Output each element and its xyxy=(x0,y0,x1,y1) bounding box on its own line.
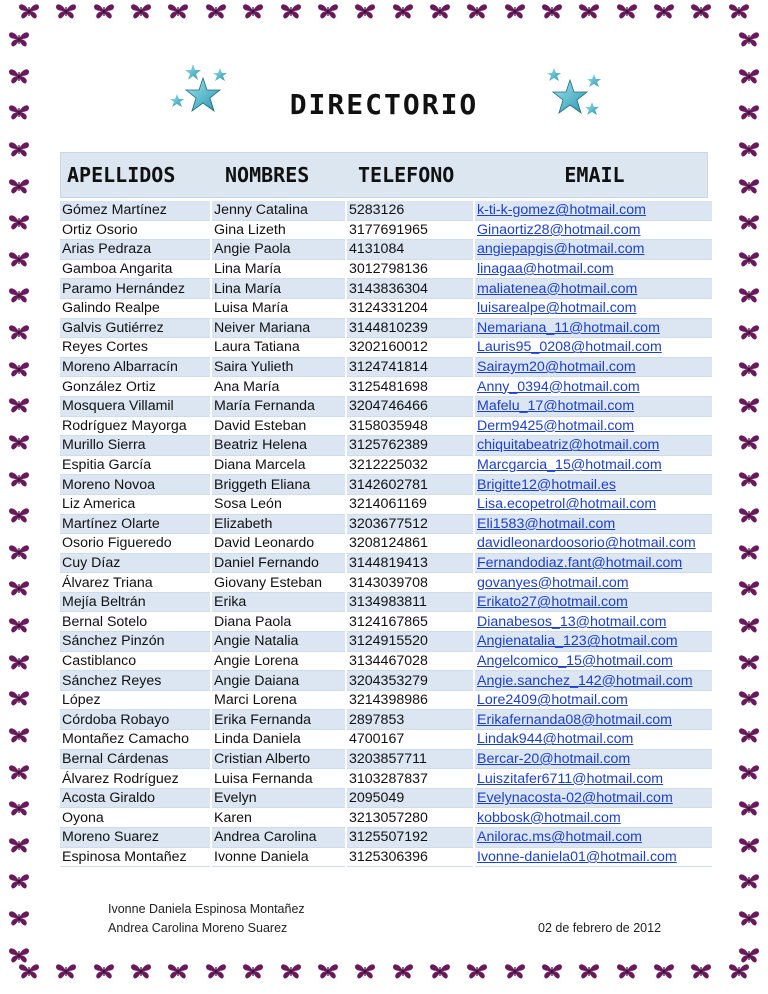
butterfly-icon xyxy=(242,962,264,980)
email-link[interactable]: Mafelu_17@hotmail.com xyxy=(474,396,712,416)
cell-nombres: Luisa María xyxy=(211,298,346,318)
butterfly-icon xyxy=(8,836,30,854)
email-link[interactable]: Lauris95_0208@hotmail.com xyxy=(474,338,712,358)
cell-telefono: 3125507192 xyxy=(346,828,474,848)
cell-nombres: Diana Paola xyxy=(211,612,346,632)
butterfly-icon xyxy=(728,2,750,20)
cell-apellidos: Gómez Martínez xyxy=(60,201,211,220)
cell-apellidos: González Ortiz xyxy=(60,377,211,397)
cell-nombres: María Fernanda xyxy=(211,396,346,416)
email-link[interactable]: Lisa.ecopetrol@hotmail.com xyxy=(474,494,712,514)
border-top xyxy=(0,2,768,32)
cell-apellidos: Reyes Cortes xyxy=(60,338,211,358)
cell-apellidos: Galvis Gutiérrez xyxy=(60,318,211,338)
butterfly-icon xyxy=(738,396,760,414)
butterfly-icon xyxy=(130,962,152,980)
butterfly-icon xyxy=(738,360,760,378)
cell-nombres: Karen xyxy=(211,808,346,828)
cell-telefono: 3177691965 xyxy=(346,220,474,240)
cell-nombres: Marci Lorena xyxy=(211,690,346,710)
butterfly-icon xyxy=(738,543,760,561)
cell-nombres: Lina María xyxy=(211,259,346,279)
cell-apellidos: Liz America xyxy=(60,494,211,514)
butterfly-icon xyxy=(738,836,760,854)
butterfly-icon xyxy=(8,360,30,378)
butterfly-icon xyxy=(738,872,760,890)
footer-author-1: Ivonne Daniela Espinosa Montañez xyxy=(108,902,305,916)
table-row xyxy=(60,553,712,573)
butterfly-icon xyxy=(616,2,638,20)
cell-telefono: 3213057280 xyxy=(346,808,474,828)
table-row xyxy=(60,494,712,514)
email-link[interactable]: Anny_0394@hotmail.com xyxy=(474,377,712,397)
email-link[interactable]: Angienatalia_123@hotmail.com xyxy=(474,632,712,652)
cell-nombres: Linda Daniela xyxy=(211,730,346,750)
cell-apellidos: Sánchez Reyes xyxy=(60,671,211,691)
border-right xyxy=(734,30,764,964)
cell-nombres: Daniel Fernando xyxy=(211,553,346,573)
cell-telefono: 3143039708 xyxy=(346,573,474,593)
cell-nombres: Gina Lizeth xyxy=(211,220,346,240)
table-row xyxy=(60,318,712,338)
butterfly-icon xyxy=(8,579,30,597)
table-row xyxy=(60,240,712,260)
butterfly-icon xyxy=(8,763,30,781)
butterfly-icon xyxy=(738,67,760,85)
cell-apellidos: Ortiz Osorio xyxy=(60,220,211,240)
table-row xyxy=(60,475,712,495)
cell-telefono: 4700167 xyxy=(346,730,474,750)
cell-telefono: 3212225032 xyxy=(346,455,474,475)
table-row xyxy=(60,259,712,279)
butterfly-icon xyxy=(317,2,339,20)
header-nombres: NOMBRES xyxy=(225,163,310,187)
butterfly-icon xyxy=(93,962,115,980)
cell-apellidos: Galindo Realpe xyxy=(60,298,211,318)
butterfly-icon xyxy=(18,2,40,20)
cell-nombres: David Esteban xyxy=(211,416,346,436)
cell-nombres: Giovany Esteban xyxy=(211,573,346,593)
cell-telefono: 3214398986 xyxy=(346,690,474,710)
email-link[interactable]: Brigitte12@hotmail.es xyxy=(474,475,712,495)
butterfly-icon xyxy=(738,909,760,927)
email-link[interactable]: Marcgarcia_15@hotmail.com xyxy=(474,455,712,475)
email-link[interactable]: luisarealpe@hotmail.com xyxy=(474,298,712,318)
email-link[interactable]: Nemariana_11@hotmail.com xyxy=(474,318,712,338)
email-link[interactable]: maliatenea@hotmail.com xyxy=(474,279,712,299)
table-row xyxy=(60,788,712,808)
email-link[interactable]: Bercar-20@hotmail.com xyxy=(474,749,712,769)
table-row xyxy=(60,416,712,436)
cell-telefono: 3214061169 xyxy=(346,494,474,514)
cell-apellidos: Sánchez Pinzón xyxy=(60,632,211,652)
email-link[interactable]: Erikato27@hotmail.com xyxy=(474,592,712,612)
butterfly-icon xyxy=(8,726,30,744)
butterfly-icon xyxy=(653,962,675,980)
cell-nombres: Sosa León xyxy=(211,494,346,514)
cell-telefono: 2095049 xyxy=(346,788,474,808)
table-row xyxy=(60,279,712,299)
butterfly-icon xyxy=(738,140,760,158)
butterfly-icon xyxy=(429,962,451,980)
butterfly-icon xyxy=(578,962,600,980)
butterfly-icon xyxy=(55,962,77,980)
butterfly-icon xyxy=(690,962,712,980)
email-link[interactable]: Eli1583@hotmail.com xyxy=(474,514,712,534)
butterfly-icon xyxy=(354,962,376,980)
cell-nombres: Angie Paola xyxy=(211,240,346,260)
cell-telefono: 3143836304 xyxy=(346,279,474,299)
email-link[interactable]: Ginaortiz28@hotmail.com xyxy=(474,220,712,240)
email-link[interactable]: Luiszitafer6711@hotmail.com xyxy=(474,769,712,789)
table-row xyxy=(60,201,712,220)
butterfly-icon xyxy=(8,470,30,488)
table-row xyxy=(60,651,712,671)
butterfly-icon xyxy=(8,67,30,85)
footer-date: 02 de febrero de 2012 xyxy=(538,921,662,935)
header-telefono: TELEFONO xyxy=(358,163,455,187)
butterfly-icon xyxy=(738,213,760,231)
email-link[interactable]: davidleonardoosorio@hotmail.com xyxy=(474,534,712,554)
cell-nombres: Briggeth Eliana xyxy=(211,475,346,495)
table-row xyxy=(60,730,712,750)
header-email: EMAIL xyxy=(564,163,625,187)
cell-apellidos: López xyxy=(60,690,211,710)
cell-apellidos: Murillo Sierra xyxy=(60,436,211,456)
table-row xyxy=(60,377,712,397)
email-link[interactable]: chiquitabeatriz@hotmail.com xyxy=(474,436,712,456)
cell-apellidos: Cuy Díaz xyxy=(60,553,211,573)
cell-telefono: 2897853 xyxy=(346,710,474,730)
butterfly-icon xyxy=(690,2,712,20)
cell-apellidos: Arias Pedraza xyxy=(60,240,211,260)
butterfly-icon xyxy=(8,323,30,341)
table-row xyxy=(60,338,712,358)
cell-telefono: 3204353279 xyxy=(346,671,474,691)
email-link[interactable]: Erikafernanda08@hotmail.com xyxy=(474,710,712,730)
butterfly-icon xyxy=(8,799,30,817)
butterfly-icon xyxy=(8,213,30,231)
table-row xyxy=(60,220,712,240)
butterfly-icon xyxy=(738,946,760,964)
butterfly-icon xyxy=(8,30,30,48)
cell-nombres: Evelyn xyxy=(211,788,346,808)
butterfly-icon xyxy=(8,433,30,451)
table-row xyxy=(60,298,712,318)
butterfly-icon xyxy=(167,962,189,980)
table-row xyxy=(60,592,712,612)
butterfly-icon xyxy=(738,470,760,488)
cell-apellidos: Álvarez Triana xyxy=(60,573,211,593)
butterfly-icon xyxy=(738,689,760,707)
butterfly-icon xyxy=(738,579,760,597)
butterfly-icon xyxy=(8,543,30,561)
butterfly-icon xyxy=(616,962,638,980)
email-link[interactable]: Derm9425@hotmail.com xyxy=(474,416,712,436)
butterfly-icon xyxy=(205,962,227,980)
header-apellidos: APELLIDOS xyxy=(67,163,176,187)
cell-apellidos: Gamboa Angarita xyxy=(60,259,211,279)
cell-telefono: 3124741814 xyxy=(346,357,474,377)
email-link[interactable]: Ivonne-daniela01@hotmail.com xyxy=(474,847,712,867)
directory-table xyxy=(60,201,712,867)
table-row xyxy=(60,396,712,416)
cell-nombres: Cristian Alberto xyxy=(211,749,346,769)
email-link[interactable]: linagaa@hotmail.com xyxy=(474,259,712,279)
butterfly-icon xyxy=(504,2,526,20)
cell-apellidos: Moreno Suarez xyxy=(60,828,211,848)
butterfly-icon xyxy=(8,177,30,195)
cell-nombres: Erika xyxy=(211,592,346,612)
cell-telefono: 3103287837 xyxy=(346,769,474,789)
cell-apellidos: Martínez Olarte xyxy=(60,514,211,534)
butterfly-icon xyxy=(541,2,563,20)
email-link[interactable]: Dianabesos_13@hotmail.com xyxy=(474,612,712,632)
cell-nombres: Saira Yulieth xyxy=(211,357,346,377)
cell-telefono: 3125306396 xyxy=(346,847,474,867)
footer-author-2: Andrea Carolina Moreno Suarez xyxy=(108,921,288,935)
border-left xyxy=(4,30,34,964)
butterfly-icon xyxy=(317,962,339,980)
butterfly-icon xyxy=(466,962,488,980)
cell-apellidos: Rodríguez Mayorga xyxy=(60,416,211,436)
butterfly-icon xyxy=(738,250,760,268)
butterfly-icon xyxy=(738,763,760,781)
cell-apellidos: Mejía Beltrán xyxy=(60,592,211,612)
cell-telefono: 3144810239 xyxy=(346,318,474,338)
butterfly-icon xyxy=(8,250,30,268)
cell-nombres: Ana María xyxy=(211,377,346,397)
email-link[interactable]: k-ti-k-gomez@hotmail.com xyxy=(474,201,712,220)
table-header xyxy=(60,152,708,198)
butterfly-icon xyxy=(738,653,760,671)
butterfly-icon xyxy=(738,30,760,48)
butterfly-icon xyxy=(167,2,189,20)
butterfly-icon xyxy=(738,506,760,524)
cell-nombres: David Leonardo xyxy=(211,534,346,554)
butterfly-icon xyxy=(8,653,30,671)
page-title: DIRECTORIO xyxy=(289,88,479,121)
butterfly-icon xyxy=(541,962,563,980)
table-row xyxy=(60,828,712,848)
cell-apellidos: Moreno Novoa xyxy=(60,475,211,495)
butterfly-icon xyxy=(354,2,376,20)
cell-apellidos: Paramo Hernández xyxy=(60,279,211,299)
cell-apellidos: Moreno Albarracín xyxy=(60,357,211,377)
email-link[interactable]: Fernandodiaz.fant@hotmail.com xyxy=(474,553,712,573)
butterfly-icon xyxy=(578,2,600,20)
email-link[interactable]: Evelynacosta-02@hotmail.com xyxy=(474,788,712,808)
cell-telefono: 3202160012 xyxy=(346,338,474,358)
cell-apellidos: Álvarez Rodríguez xyxy=(60,769,211,789)
cell-nombres: Jenny Catalina xyxy=(211,201,346,220)
cell-telefono: 3012798136 xyxy=(346,259,474,279)
cell-apellidos: Oyona xyxy=(60,808,211,828)
butterfly-icon xyxy=(8,396,30,414)
butterfly-icon xyxy=(738,286,760,304)
table-row xyxy=(60,357,712,377)
cell-nombres: Diana Marcela xyxy=(211,455,346,475)
cell-apellidos: Osorio Figueredo xyxy=(60,534,211,554)
table-row xyxy=(60,573,712,593)
table-row xyxy=(60,455,712,475)
email-link[interactable]: Angie.sanchez_142@hotmail.com xyxy=(474,671,712,691)
cell-apellidos: Espitia García xyxy=(60,455,211,475)
butterfly-icon xyxy=(280,962,302,980)
butterfly-icon xyxy=(8,616,30,634)
cell-telefono: 3203677512 xyxy=(346,514,474,534)
butterfly-icon xyxy=(8,506,30,524)
cell-telefono: 3144819413 xyxy=(346,553,474,573)
cell-nombres: Luisa Fernanda xyxy=(211,769,346,789)
butterfly-icon xyxy=(728,962,750,980)
cell-telefono: 3125481698 xyxy=(346,377,474,397)
cell-nombres: Angie Lorena xyxy=(211,651,346,671)
butterfly-icon xyxy=(280,2,302,20)
butterfly-icon xyxy=(8,946,30,964)
cell-nombres: Angie Daiana xyxy=(211,671,346,691)
cell-telefono: 3158035948 xyxy=(346,416,474,436)
cell-telefono: 3125762389 xyxy=(346,436,474,456)
table-row xyxy=(60,436,712,456)
cell-apellidos: Espinosa Montañez xyxy=(60,847,211,867)
cell-nombres: Lina María xyxy=(211,279,346,299)
butterfly-icon xyxy=(55,2,77,20)
butterfly-icon xyxy=(738,323,760,341)
butterfly-icon xyxy=(466,2,488,20)
cell-nombres: Neiver Mariana xyxy=(211,318,346,338)
cell-apellidos: Mosquera Villamil xyxy=(60,396,211,416)
email-link[interactable]: angiepapgis@hotmail.com xyxy=(474,240,712,260)
table-row xyxy=(60,769,712,789)
cell-apellidos: Castiblanco xyxy=(60,651,211,671)
email-link[interactable]: govanyes@hotmail.com xyxy=(474,573,712,593)
cell-telefono: 4131084 xyxy=(346,240,474,260)
cell-telefono: 3124331204 xyxy=(346,298,474,318)
cell-telefono: 3142602781 xyxy=(346,475,474,495)
cell-apellidos: Bernal Sotelo xyxy=(60,612,211,632)
email-link[interactable]: Lindak944@hotmail.com xyxy=(474,730,712,750)
cell-telefono: 3203857711 xyxy=(346,749,474,769)
butterfly-icon xyxy=(429,2,451,20)
table-row xyxy=(60,671,712,691)
cell-nombres: Angie Natalia xyxy=(211,632,346,652)
butterfly-icon xyxy=(738,433,760,451)
table-row xyxy=(60,847,712,867)
butterfly-icon xyxy=(8,909,30,927)
cell-apellidos: Acosta Giraldo xyxy=(60,788,211,808)
table-row xyxy=(60,534,712,554)
butterfly-icon xyxy=(18,962,40,980)
butterfly-icon xyxy=(242,2,264,20)
butterfly-icon xyxy=(392,962,414,980)
cell-telefono: 5283126 xyxy=(346,201,474,220)
table-row xyxy=(60,632,712,652)
cell-nombres: Erika Fernanda xyxy=(211,710,346,730)
butterfly-icon xyxy=(504,962,526,980)
butterfly-icon xyxy=(93,2,115,20)
butterfly-icon xyxy=(205,2,227,20)
butterfly-icon xyxy=(738,726,760,744)
cell-nombres: Elizabeth xyxy=(211,514,346,534)
butterfly-icon xyxy=(738,799,760,817)
border-bottom xyxy=(0,962,768,992)
cell-nombres: Andrea Carolina xyxy=(211,828,346,848)
email-link[interactable]: Angelcomico_15@hotmail.com xyxy=(474,651,712,671)
email-link[interactable]: Anilorac.ms@hotmail.com xyxy=(474,828,712,848)
cell-apellidos: Córdoba Robayo xyxy=(60,710,211,730)
butterfly-icon xyxy=(738,177,760,195)
butterfly-icon xyxy=(738,616,760,634)
butterfly-icon xyxy=(8,140,30,158)
cell-nombres: Beatriz Helena xyxy=(211,436,346,456)
butterfly-icon xyxy=(8,286,30,304)
butterfly-icon xyxy=(653,2,675,20)
table-row xyxy=(60,514,712,534)
email-link[interactable]: Sairaym20@hotmail.com xyxy=(474,357,712,377)
table-row xyxy=(60,749,712,769)
table-row xyxy=(60,808,712,828)
cell-telefono: 3134983811 xyxy=(346,592,474,612)
butterfly-icon xyxy=(8,872,30,890)
table-row xyxy=(60,690,712,710)
cell-apellidos: Montañez Camacho xyxy=(60,730,211,750)
email-link[interactable]: Lore2409@hotmail.com xyxy=(474,690,712,710)
butterfly-icon xyxy=(130,2,152,20)
cell-telefono: 3124915520 xyxy=(346,632,474,652)
butterfly-icon xyxy=(392,2,414,20)
cell-telefono: 3134467028 xyxy=(346,651,474,671)
cell-telefono: 3124167865 xyxy=(346,612,474,632)
email-link[interactable]: kobbosk@hotmail.com xyxy=(474,808,712,828)
table-row xyxy=(60,612,712,632)
butterfly-icon xyxy=(8,689,30,707)
cell-telefono: 3208124861 xyxy=(346,534,474,554)
cell-apellidos: Bernal Cárdenas xyxy=(60,749,211,769)
table-row xyxy=(60,710,712,730)
cell-telefono: 3204746466 xyxy=(346,396,474,416)
cell-nombres: Ivonne Daniela xyxy=(211,847,346,867)
cell-nombres: Laura Tatiana xyxy=(211,338,346,358)
